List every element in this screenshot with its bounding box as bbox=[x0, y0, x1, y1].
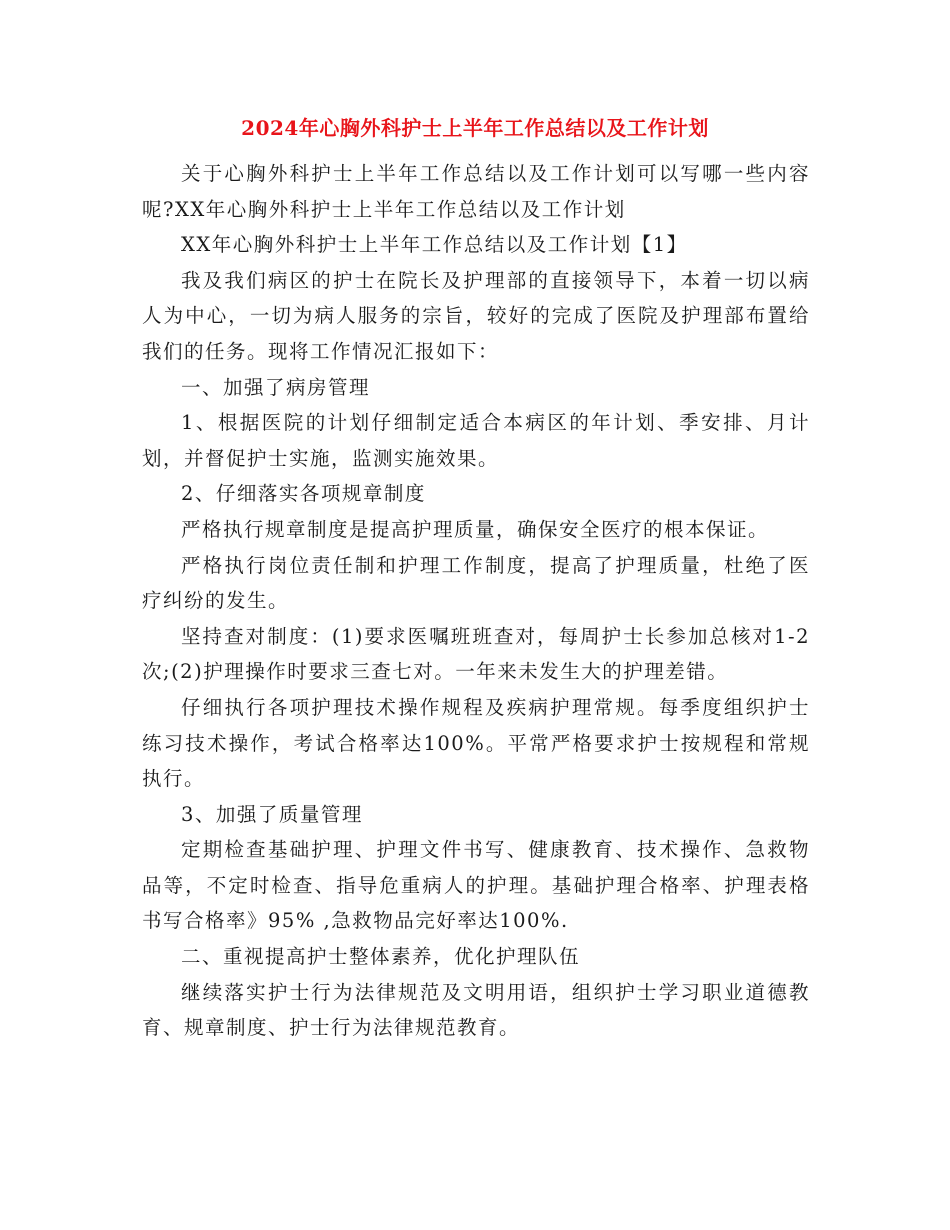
paragraph-procedures: 仔细执行各项护理技术操作规程及疾病护理常规。每季度组织护士练习技术操作，考试合格率达100%。平常严格要求护士按规程和常规执行。 bbox=[142, 695, 810, 791]
heading-ward-management: 一、加强了病房管理 bbox=[181, 375, 371, 399]
paragraph-intro: 关于心胸外科护士上半年工作总结以及工作计划可以写哪一些内容呢?XX年心胸外科护士上半年工作总结以及工作计划 bbox=[142, 162, 810, 221]
paragraph-ethics: 继续落实护士行为法律规范及文明用语，组织护士学习职业道德教育、规章制度、护士行为法律规范教育。 bbox=[142, 980, 810, 1040]
paragraph-section-heading: XX年心胸外科护士上半年工作总结以及工作计划【1】 bbox=[181, 233, 688, 257]
paragraph-plan: 1、根据医院的计划仔细制定适合本病区的年计划、季安排、月计划，并督促护士实施，监测实施效果。 bbox=[142, 411, 810, 470]
heading-team: 二、重视提高护士整体素养，优化护理队伍 bbox=[181, 945, 581, 969]
paragraph-rules-1: 严格执行规章制度是提高护理质量，确保安全医疗的根本保证。 bbox=[181, 517, 770, 541]
heading-rules: 2、仔细落实各项规章制度 bbox=[181, 482, 426, 506]
document-title: 2024年心胸外科护士上半年工作总结以及工作计划 bbox=[241, 116, 709, 140]
paragraph-rules-2: 严格执行岗位责任制和护理工作制度，提高了护理质量，杜绝了医疗纠纷的发生。 bbox=[142, 553, 810, 613]
paragraph-check-system: 坚持查对制度：(1)要求医嘱班班查对，每周护士长参加总核对1-2次;(2)护理操作时要求三查七对。一年来未发生大的护理差错。 bbox=[142, 624, 810, 684]
heading-quality: 3、加强了质量管理 bbox=[181, 802, 363, 826]
paragraph-summary: 我及我们病区的护士在院长及护理部的直接领导下，本着一切以病人为中心，一切为病人服务的宗旨，较好的完成了医院及护理部布置给我们的任务。现将工作情况汇报如下： bbox=[142, 268, 810, 363]
document-body bbox=[142, 156, 810, 1046]
paragraph-inspection: 定期检查基础护理、护理文件书写、健康教育、技术操作、急救物品等，不定时检查、指导危重病人的护理。基础护理合格率、护理表格书写合格率》95% ,急救物品完好率达100%. bbox=[142, 838, 810, 933]
